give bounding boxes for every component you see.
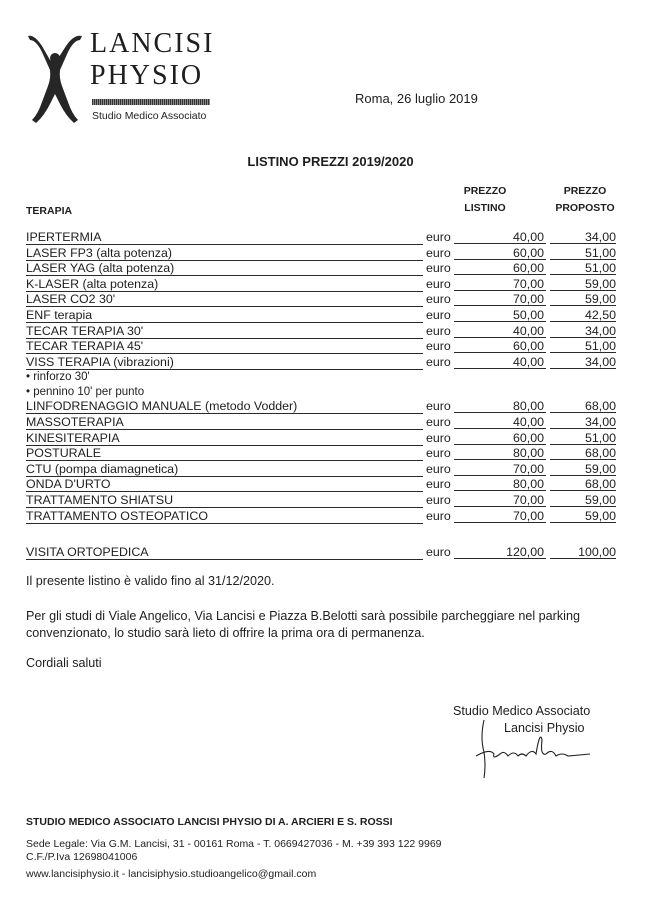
list-price: 40,00 — [454, 324, 546, 338]
list-price: 80,00 — [454, 399, 546, 413]
list-price: 60,00 — [454, 261, 546, 275]
price-row — [26, 261, 622, 277]
validity-note: Il presente listino è valido fino al 31/12/2020. — [26, 574, 275, 588]
logo-divider — [92, 99, 210, 105]
footer-title: STUDIO MEDICO ASSOCIATO LANCISI PHYSIO DI A. ARCIERI E S. ROSSI — [26, 816, 393, 828]
proposed-price: 68,00 — [550, 477, 616, 491]
price-row — [26, 446, 622, 462]
currency-label: euro — [426, 446, 451, 461]
column-header-terapia: TERAPIA — [26, 205, 73, 217]
currency-label: euro — [426, 477, 451, 492]
proposed-price: 34,00 — [550, 415, 616, 429]
list-price: 40,00 — [454, 230, 546, 244]
currency-label: euro — [426, 245, 451, 260]
proposed-price: 51,00 — [550, 431, 616, 445]
therapy-name: K-LASER (alta potenza) — [26, 277, 423, 292]
price-list-visita — [26, 545, 622, 561]
currency-label: euro — [426, 276, 451, 291]
proposed-price: 68,00 — [550, 399, 616, 413]
list-price: 60,00 — [454, 339, 546, 353]
price-row — [26, 339, 622, 355]
therapy-name: ONDA D'URTO — [26, 477, 423, 492]
currency-label: euro — [426, 230, 451, 244]
proposed-price: 68,00 — [550, 446, 616, 460]
list-price: 120,00 — [454, 545, 546, 559]
therapy-name: TECAR TERAPIA 45' — [26, 339, 423, 354]
list-price: 70,00 — [454, 493, 546, 507]
price-row — [26, 477, 622, 493]
currency-label: euro — [426, 323, 451, 338]
parking-note: Per gli studi di Viale Angelico, Via Lancisi e Piazza B.Belotti sarà possibile parcheggiare nel parking convenzionato, lo studio sarà lieto di offrire la prima ora di permanenza. — [26, 609, 580, 640]
price-row — [26, 355, 622, 371]
price-row — [26, 431, 622, 447]
currency-label: euro — [426, 545, 451, 559]
proposed-price: 59,00 — [550, 509, 616, 523]
proposed-price: 100,00 — [550, 545, 616, 559]
list-price: 50,00 — [454, 308, 546, 322]
proposed-price: 34,00 — [550, 324, 616, 338]
column-header-listino: PREZZO LISTINO — [463, 185, 507, 214]
logo-name-line2: PHYSIO — [90, 60, 204, 91]
price-row — [26, 545, 622, 561]
price-list — [26, 230, 622, 524]
therapy-name: TECAR TERAPIA 30' — [26, 324, 423, 339]
currency-label: euro — [426, 399, 451, 414]
currency-label: euro — [426, 261, 451, 276]
therapy-name: VISITA ORTOPEDICA — [26, 545, 423, 560]
price-row — [26, 493, 622, 509]
therapy-note: • rinforzo 30' — [26, 371, 90, 384]
list-price: 80,00 — [454, 446, 546, 460]
therapy-name: LASER FP3 (alta potenza) — [26, 246, 423, 261]
logo-figure-icon — [24, 30, 86, 126]
handwritten-signature-icon — [470, 718, 595, 780]
price-row — [26, 415, 622, 431]
signature-line1: Studio Medico Associato — [453, 704, 591, 718]
therapy-name: VISS TERAPIA (vibrazioni) — [26, 355, 423, 370]
currency-label: euro — [426, 414, 451, 429]
logo-subtitle: Studio Medico Associato — [92, 110, 207, 122]
therapy-name: IPERTERMIA — [26, 230, 423, 245]
proposed-price: 34,00 — [550, 355, 616, 369]
proposed-price: 59,00 — [550, 493, 616, 507]
list-price: 70,00 — [454, 292, 546, 306]
column-header-proposto: PREZZO PROPOSTO — [555, 185, 615, 214]
list-price: 70,00 — [454, 462, 546, 476]
list-price: 60,00 — [454, 431, 546, 445]
currency-label: euro — [426, 307, 451, 322]
signature-line2: Lancisi Physio — [504, 721, 585, 735]
therapy-name: LASER YAG (alta potenza) — [26, 261, 423, 276]
list-price: 80,00 — [454, 477, 546, 491]
letter-date: Roma, 26 luglio 2019 — [355, 91, 478, 106]
therapy-name: LINFODRENAGGIO MANUALE (metodo Vodder) — [26, 399, 423, 414]
footer-vat: C.F./P.Iva 12698041006 — [26, 851, 138, 863]
proposed-price: 51,00 — [550, 339, 616, 353]
therapy-name: MASSOTERAPIA — [26, 415, 423, 430]
currency-label: euro — [426, 354, 451, 369]
list-price: 40,00 — [454, 355, 546, 369]
proposed-price: 59,00 — [550, 292, 616, 306]
therapy-name: POSTURALE — [26, 446, 423, 461]
currency-label: euro — [426, 292, 451, 307]
therapy-name: ENF terapia — [26, 308, 423, 323]
therapy-name: TRATTAMENTO SHIATSU — [26, 493, 423, 508]
proposed-price: 42,50 — [550, 308, 616, 322]
price-row — [26, 277, 622, 293]
price-row — [26, 324, 622, 340]
currency-label: euro — [426, 430, 451, 445]
price-row — [26, 292, 622, 308]
list-price: 70,00 — [454, 509, 546, 523]
price-row — [26, 462, 622, 478]
therapy-name: LASER CO2 30' — [26, 292, 423, 307]
footer-contacts: www.lancisiphysio.it - lancisiphysio.studioangelico@gmail.com — [26, 868, 317, 880]
therapy-name: KINESITERAPIA — [26, 431, 423, 446]
price-row — [26, 230, 622, 246]
price-row — [26, 399, 622, 415]
proposed-price: 51,00 — [550, 261, 616, 275]
list-price: 40,00 — [454, 415, 546, 429]
greeting: Cordiali saluti — [26, 656, 102, 670]
price-row — [26, 246, 622, 262]
therapy-note: • pennino 10' per punto — [26, 385, 145, 398]
therapy-name: CTU (pompa diamagnetica) — [26, 462, 423, 477]
proposed-price: 34,00 — [550, 230, 616, 244]
list-price: 60,00 — [454, 246, 546, 260]
proposed-price: 51,00 — [550, 246, 616, 260]
therapy-name: TRATTAMENTO OSTEOPATICO — [26, 509, 423, 524]
page-title: LISTINO PREZZI 2019/2020 — [247, 154, 414, 169]
price-row — [26, 509, 622, 525]
proposed-price: 59,00 — [550, 462, 616, 476]
currency-label: euro — [426, 339, 451, 354]
currency-label: euro — [426, 492, 451, 507]
list-price: 70,00 — [454, 277, 546, 291]
currency-label: euro — [426, 461, 451, 476]
proposed-price: 59,00 — [550, 277, 616, 291]
footer-address: Sede Legale: Via G.M. Lancisi, 31 - 00161 Roma - T. 0669427036 - M. +39 393 122 9969 — [26, 838, 442, 850]
logo-name-line1: LANCISI — [90, 28, 215, 59]
price-row — [26, 308, 622, 324]
currency-label: euro — [426, 508, 451, 523]
